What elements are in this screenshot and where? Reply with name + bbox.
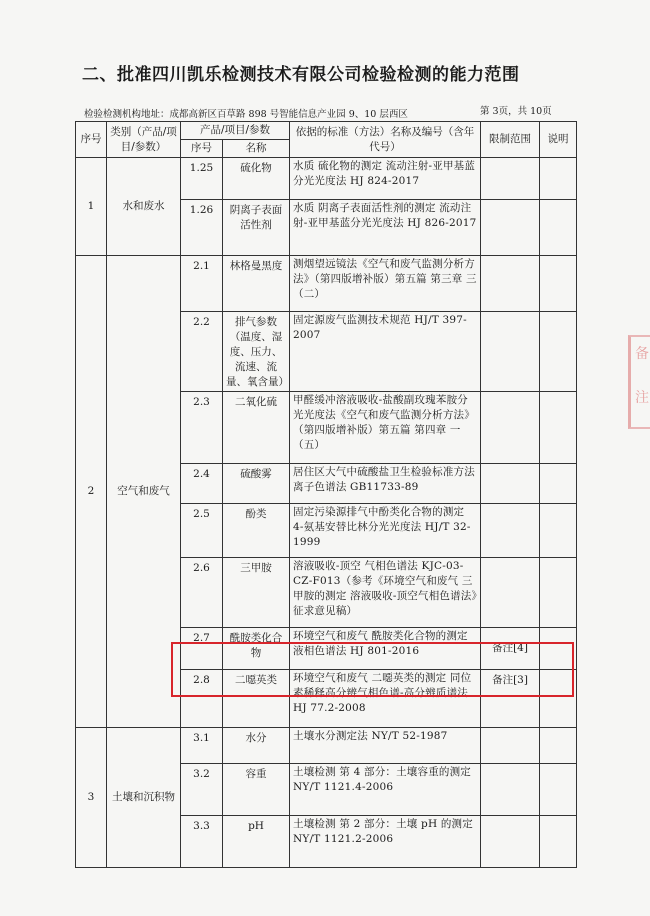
note-cell [540, 312, 577, 392]
standard-text: 水质 硫化物的测定 流动注射-亚甲基蓝分光光度法 HJ 824-2017 [290, 158, 481, 200]
sub-seq: 2.7 [181, 628, 223, 670]
page-number: 第 3页，共 10页 [480, 106, 552, 117]
note-cell [540, 728, 577, 764]
limit-cell [481, 200, 540, 256]
limit-cell [481, 764, 540, 816]
limit-cell [481, 504, 540, 558]
page-title: 二、批准四川凯乐检测技术有限公司检验检测的能力范围 [82, 65, 520, 85]
note-cell [540, 392, 577, 464]
param-name: 二噁英类 [223, 670, 290, 728]
row-category: 土壤和沉积物 [107, 728, 181, 868]
header-seq: 序号 [76, 122, 107, 158]
stamp-text: 备 [635, 346, 649, 362]
param-name: 酚类 [223, 504, 290, 558]
sub-seq: 2.6 [181, 558, 223, 628]
param-name: 硫化物 [223, 158, 290, 200]
header-limit: 限制范围 [481, 122, 540, 158]
standard-text: 固定污染源排气中酚类化合物的测定 4-氨基安替比林分光光度法 HJ/T 32-1999 [290, 504, 481, 558]
limit-cell [481, 392, 540, 464]
row-seq: 1 [76, 158, 107, 256]
header-sub-seq: 序号 [181, 140, 223, 158]
note-cell [540, 464, 577, 504]
param-name: 容重 [223, 764, 290, 816]
header-standard: 依据的标准（方法）名称及编号（含年代号） [290, 122, 481, 158]
standard-text: 水质 阴离子表面活性剂的测定 流动注射-亚甲基蓝分光光度法 HJ 826-2017 [290, 200, 481, 256]
sub-seq: 2.1 [181, 256, 223, 312]
limit-cell [481, 558, 540, 628]
note-cell [540, 558, 577, 628]
note-cell [540, 504, 577, 558]
header-note: 说明 [540, 122, 577, 158]
sub-seq: 3.2 [181, 764, 223, 816]
row-seq: 3 [76, 728, 107, 868]
param-name: 硫酸雾 [223, 464, 290, 504]
param-name: 二氧化硫 [223, 392, 290, 464]
stamp-text: 注 [635, 390, 649, 406]
standard-text: 土壤检测 第 2 部分：土壤 pH 的测定 NY/T 1121.2-2006 [290, 816, 481, 868]
capability-table [75, 121, 577, 868]
limit-cell [481, 158, 540, 200]
row-category: 水和废水 [107, 158, 181, 256]
note-cell [540, 256, 577, 312]
note-cell [540, 816, 577, 868]
limit-cell [481, 728, 540, 764]
limit-cell [481, 816, 540, 868]
row-category: 空气和废气 [107, 256, 181, 728]
table-row [76, 158, 577, 200]
param-name: 水分 [223, 728, 290, 764]
note-cell [540, 764, 577, 816]
limit-cell: 备注[4] [481, 628, 540, 670]
note-cell [540, 158, 577, 200]
sub-seq: 2.5 [181, 504, 223, 558]
param-name: 排气参数（温度、湿度、压力、流速、流量、氧含量） [223, 312, 290, 392]
standard-text: 土壤检测 第 4 部分：土壤容重的测定 NY/T 1121.4-2006 [290, 764, 481, 816]
param-name: pH [223, 816, 290, 868]
sub-seq: 3.3 [181, 816, 223, 868]
param-name: 阴离子表面活性剂 [223, 200, 290, 256]
param-name: 林格曼黑度 [223, 256, 290, 312]
red-stamp-edge [628, 335, 650, 429]
note-cell [540, 200, 577, 256]
limit-cell [481, 256, 540, 312]
table-row [76, 256, 577, 312]
header-product-param: 产品/项目/参数 [181, 122, 290, 140]
sub-seq: 2.4 [181, 464, 223, 504]
standard-text: 测烟望远镜法《空气和废气监测分析方法》（第四版增补版）第五篇 第三章 三（二） [290, 256, 481, 312]
standard-text: 环境空气和废气 酰胺类化合物的测定 液相色谱法 HJ 801-2016 [290, 628, 481, 670]
row-seq: 2 [76, 256, 107, 728]
standard-text: 环境空气和废气 二噁英类的测定 同位素稀释高分辨气相色谱-高分辨质谱法 HJ 77.2-2008 [290, 670, 481, 728]
sub-seq: 3.1 [181, 728, 223, 764]
limit-cell: 备注[3] [481, 670, 540, 728]
sub-seq: 2.8 [181, 670, 223, 728]
standard-text: 固定源废气监测技术规范 HJ/T 397-2007 [290, 312, 481, 392]
header-category: 类别（产品/项目/参数） [107, 122, 181, 158]
limit-cell [481, 464, 540, 504]
highlight-box [171, 642, 574, 697]
header-name: 名称 [223, 140, 290, 158]
lab-address: 检验检测机构地址：成都高新区百草路 898 号智能信息产业园 9、10 层西区 [84, 109, 408, 120]
param-name: 酰胺类化合物 [223, 628, 290, 670]
standard-text: 居住区大气中硫酸盐卫生检验标准方法 离子色谱法 GB11733-89 [290, 464, 481, 504]
limit-cell [481, 312, 540, 392]
standard-text: 土壤水分测定法 NY/T 52-1987 [290, 728, 481, 764]
sub-seq: 1.25 [181, 158, 223, 200]
sub-seq: 1.26 [181, 200, 223, 256]
sub-seq: 2.2 [181, 312, 223, 392]
table-row [76, 728, 577, 764]
standard-text: 甲醛缓冲溶液吸收-盐酸副玫瑰苯胺分光光度法《空气和废气监测分析方法》（第四版增补版）第五篇 第四章 一（五） [290, 392, 481, 464]
param-name: 三甲胺 [223, 558, 290, 628]
sub-seq: 2.3 [181, 392, 223, 464]
standard-text: 溶液吸收-顶空 气相色谱法 KJC-03-CZ-F013（参考《环境空气和废气 三甲胺的测定 溶液吸收-顶空气相色谱法》征求意见稿） [290, 558, 481, 628]
